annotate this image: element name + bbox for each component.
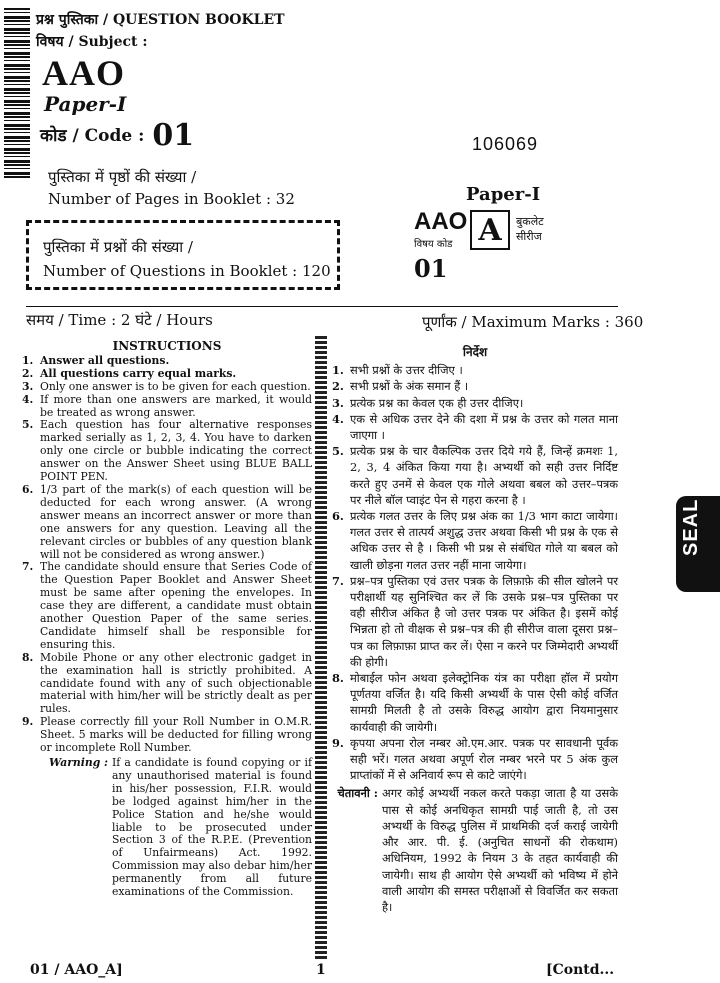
- footer-code: 01 / AAO_A]: [30, 962, 123, 978]
- header-divider: [26, 306, 618, 307]
- list-item: 5. प्रत्येक प्रश्न के चार वैकल्पिक उत्तर दिये गये हैं, जिन्हें क्रमशः 1, 2, 3, 4 अंकित किया गया है। अभ्यर्थी को सही उत्तर निर्दिष्ट करते हुए उनमें से केवल एक गोले अथवा बबल को उत्तर–पत्रक पर नीले बॉल प्वाइंट पेन से गहरा करना है ।: [332, 444, 618, 507]
- code-right: 01: [414, 254, 448, 283]
- paper-label-right: Paper-I: [466, 184, 541, 205]
- pages-info: [48, 166, 295, 210]
- warning-english: [22, 757, 312, 899]
- list-item: 4. एक से अधिक उत्तर देने की दशा में प्रश्न के उत्तर को गलत माना जाएगा ।: [332, 411, 618, 443]
- pages-en: Number of Pages in Booklet : 32: [48, 190, 295, 208]
- warning-text-hindi: अगर कोई अभ्यर्थी नकल करते पकड़ा जाता है या उसके पास से कोई अनधिकृत सामग्री पाई जाती है, तो उस अभ्यर्थी के विरुद्ध पुलिस में प्राथमिकी दर्ज कराई जायेगी और आर. पी. ई. (अनुचित साधनों की रोकथाम) अधिनियम, 1992 के नियम 3 के तहत कार्यवाही की जायेगी। साथ ही आयोग ऐसे अभ्यर्थी को भविष्य में होने वाली आयोग की समस्त परीक्षाओं से विवर्जित कर सकता है।: [382, 786, 618, 914]
- pages-hi: पुस्तिका में पृष्ठों की संख्या /: [48, 168, 197, 186]
- questions-hi: पुस्तिका में प्रश्नों की संख्या /: [43, 238, 193, 256]
- subject-right: AAO: [414, 208, 468, 235]
- seal-text: SEAL: [680, 498, 702, 556]
- list-item: 9. Please correctly fill your Roll Number in O.M.R. Sheet. 5 marks will be deducted for filling wrong or incomplete Roll Number.: [22, 715, 312, 755]
- list-item: 6. 1/3 part of the mark(s) of each question will be deducted for each wrong answer. (A wrong answer means an incorrect answer or more than one answers for any question. Leaving all the relevant circles or bubbles of any question blank will not be considered as wrong answer.): [22, 482, 312, 561]
- seal-tab: [676, 496, 720, 592]
- questions-en: Number of Questions in Booklet : 120: [43, 262, 331, 280]
- list-item: 6. प्रत्येक गलत उत्तर के लिए प्रश्न अंक का 1/3 भाग काटा जायेगा। गलत उत्तर से तात्पर्य अशुद्ध उत्तर अथवा किसी भी प्रश्न के एक से अधिक उत्तर से है । किसी भी प्रश्न से संबंधित गोले या बबल को खाली छोड़ना गलत उत्तर नहीं माना जायेगा।: [332, 509, 618, 572]
- column-divider: [315, 336, 327, 960]
- warning-label-hindi: चेतावनी :: [337, 786, 378, 801]
- footer-contd: [Contd...: [546, 962, 615, 978]
- series-box: A: [470, 210, 510, 250]
- series-label-1: बुकलेट: [516, 215, 544, 228]
- list-item: 1. सभी प्रश्नों के उत्तर दीजिए ।: [332, 363, 463, 378]
- booklet-series-label: [516, 214, 544, 244]
- warning-hindi: [332, 785, 618, 915]
- serial-number: 106069: [472, 134, 539, 154]
- code-value: 01: [152, 118, 195, 153]
- code-row: [40, 118, 194, 153]
- barcode: [4, 8, 30, 180]
- list-item: 4. If more than one answers are marked, it would be treated as wrong answer.: [22, 392, 312, 419]
- list-item: 8. मोबाईल फोन अथवा इलेक्ट्रोनिक यंत्र का परीक्षा हॉल में प्रयोग पूर्णतया वर्जित है। यदि किसी अभ्यर्थी के पास ऐसी कोई वर्जित सामग्री मिलती है तो उसके विरुद्ध आयोग द्वारा नियमानुसार कार्यवाही की जायेगी।: [332, 671, 618, 734]
- list-item: 3. प्रत्येक प्रश्न का केवल एक ही उत्तर दीजिए।: [332, 395, 524, 410]
- list-item: 7. प्रश्न–पत्र पुस्तिका एवं उत्तर पत्रक के लिफ़ाफ़े की सील खोलने पर परीक्षार्थी यह सुनिश्चित कर लें कि उसके प्रश्न–पत्र पुस्तिका पर वही सीरीज अंकित है जो उत्तर पत्रक पर अंकित है। इसमें कोई भिन्नता हो तो वीक्षक से प्रश्न–पत्र की ही सीरीज वाला दूसरा प्रश्न–पत्र का लिफ़ाफ़ा प्राप्त कर लें। ऐसा न करने पर जिम्मेदारी अभ्यर्थी की होगी।: [332, 573, 618, 669]
- list-item: 9. कृपया अपना रोल नम्बर ओ.एम.आर. पत्रक पर सावधानी पूर्वक सही भरें। गलत अथवा अपूर्ण रोल नम्बर भरने पर 5 अंक कुल प्राप्तांकों में से अनिवार्य रूप से काटे जाएंगे।: [332, 735, 618, 783]
- warning-label: Warning :: [49, 756, 108, 769]
- list-item: 5. Each question has four alternative responses marked serially as 1, 2, 3, 4. You have to darken only one circle or bubble indicating the correct answer on the Answer Sheet using BLUE BALL POINT PEN.: [22, 418, 312, 484]
- questions-box: [26, 220, 340, 290]
- paper-label: Paper-I: [44, 92, 127, 116]
- max-marks-label: पूर्णांक / Maximum Marks : 360: [422, 313, 644, 331]
- booklet-label: प्रश्न पुस्तिका / QUESTION BOOKLET: [36, 12, 285, 28]
- subject-code-label: विषय कोड: [414, 239, 453, 250]
- list-item: 2. सभी प्रश्नों के अंक समान हैं ।: [332, 379, 469, 394]
- list-item: 1. Answer all questions.: [22, 353, 170, 367]
- time-label: समय / Time : 2 घंटे / Hours: [26, 311, 213, 329]
- instructions-hindi: [332, 344, 618, 915]
- instructions-title: INSTRUCTIONS: [112, 339, 222, 353]
- instructions-english: [22, 340, 312, 899]
- list-item: 8. Mobile Phone or any other electronic gadget in the examination hall is strictly prohibited. A candidate found with any of such objectionable material with him/her will be strictly dealt as per rules.: [22, 650, 312, 716]
- code-label: कोड / Code :: [40, 126, 145, 146]
- subject-value: AAO: [42, 53, 125, 93]
- instructions-title-hindi: निर्देश: [462, 345, 488, 359]
- series-label-2: सीरीज: [516, 230, 542, 243]
- list-item: 3. Only one answer is to be given for each question.: [22, 379, 311, 393]
- page-number: 1: [316, 962, 326, 978]
- list-item: 2. All questions carry equal marks.: [22, 366, 237, 380]
- subject-label: विषय / Subject :: [36, 34, 148, 50]
- warning-text: If a candidate is found copying or if any unauthorised material is found in his/her possession, F.I.R. would be lodged against him/her in the Police Station and he/she would liable to be prosecuted under Section 3 of the R.P.E. (Prevention of Unfairmeans) Act. 1992. Commission may also debar him/her permanently from all future examinations of the Commission.: [112, 756, 312, 899]
- list-item: 7. The candidate should ensure that Series Code of the Question Paper Booklet and Answer Sheet must be same after opening the envelopes. In case they are different, a candidate must obtain another Question Paper of the same series. Candidate himself shall be responsible for ensuring this.: [22, 560, 312, 651]
